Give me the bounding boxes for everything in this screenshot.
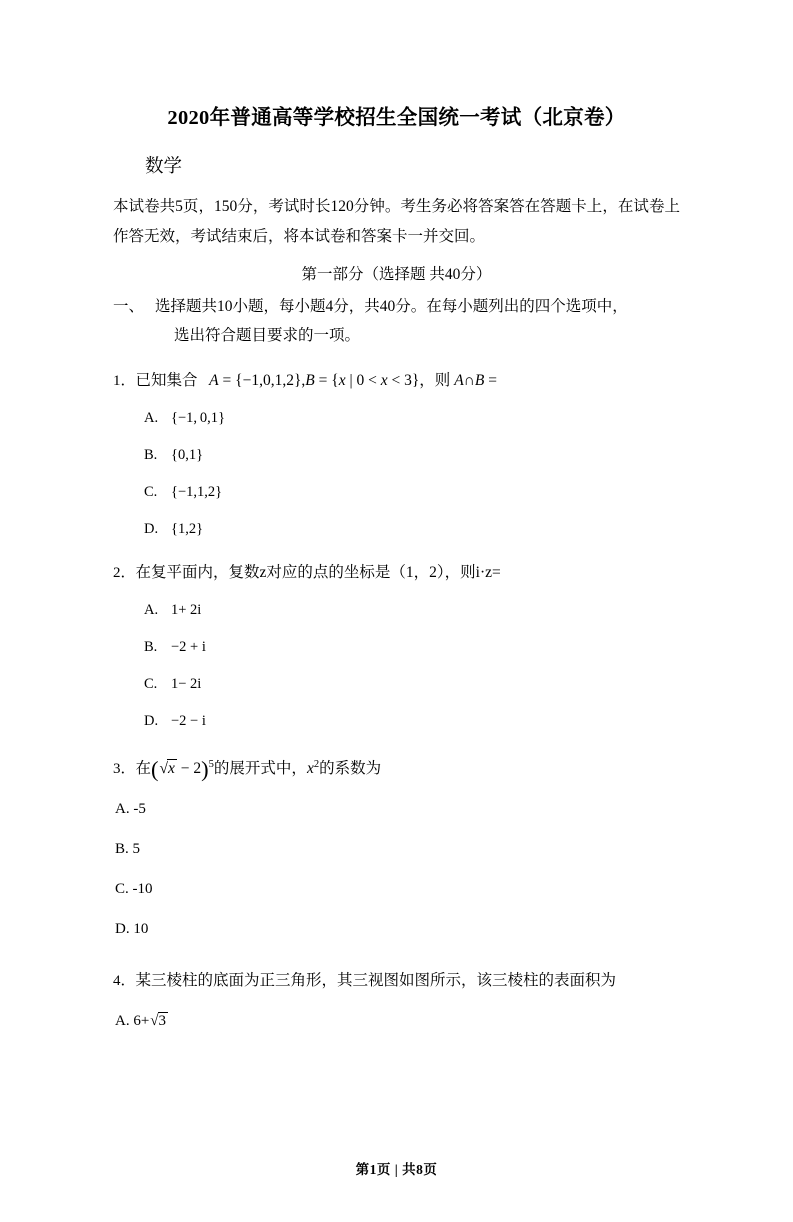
option-1-a-text: {−1, 0,1}	[171, 410, 226, 426]
sqrt-icon: √3	[150, 1013, 167, 1030]
option-2-b-label: B.	[144, 639, 158, 655]
option-1-c[interactable]	[113, 479, 680, 505]
question-4	[113, 968, 680, 1034]
question-1-stem	[136, 368, 680, 394]
question-4-options	[113, 1008, 680, 1034]
question-2-options	[113, 597, 680, 734]
option-2-d-label: D.	[144, 713, 159, 729]
question-4-number: 4．	[113, 973, 136, 990]
option-2-a-label: A.	[144, 602, 159, 618]
question-1-number: 1．	[113, 373, 136, 389]
option-2-c-text: 1− 2i	[171, 676, 202, 692]
exam-page	[0, 100, 793, 1222]
option-1-b-text: {0,1}	[171, 447, 204, 463]
exam-instructions: 本试卷共5页，150分，考试时长120分钟。考生务必将答案答在答题卡上，在试卷上作答无效，考试结束后，将本试卷和答案卡一并交回。	[113, 198, 680, 245]
option-2-a-text: 1+ 2i	[171, 602, 202, 618]
question-2	[113, 560, 680, 734]
question-4-stem: 某三棱柱的底面为正三角形，其三视图如图所示，该三棱柱的表面积为	[135, 972, 617, 990]
option-3-b[interactable]: B. 5	[115, 841, 141, 858]
section-line-1: 选择题共10小题，每小题4分，共40分。在每小题列出的四个选项中，	[155, 298, 628, 315]
option-2-b-text: −2 + i	[171, 639, 206, 655]
option-1-d-label: D.	[144, 521, 159, 537]
section-line-2: 选出符合题目要求的一项。	[174, 327, 361, 344]
page-footer: 第1页 | 共8页	[355, 1162, 438, 1177]
option-2-c[interactable]	[113, 671, 680, 697]
question-3-stem-mid: 的展开式中，	[213, 760, 307, 778]
option-2-a[interactable]	[113, 597, 680, 623]
option-1-b[interactable]	[113, 442, 680, 468]
option-2-d[interactable]	[113, 708, 680, 734]
option-1-a[interactable]	[113, 405, 680, 431]
subject-label: 数学	[145, 157, 183, 177]
option-2-c-label: C.	[144, 676, 158, 692]
option-1-a-label: A.	[144, 410, 159, 426]
question-1	[113, 368, 680, 542]
option-3-c[interactable]: C. -10	[115, 881, 153, 898]
part-heading: 第一部分（选择题 共40分）	[301, 266, 492, 283]
option-1-d[interactable]	[113, 516, 680, 542]
question-3-math: $(√x - 2)^5$	[151, 756, 214, 782]
question-3-options	[113, 796, 680, 942]
question-1-math-2: A∩B =	[454, 372, 497, 389]
section-body	[155, 292, 680, 350]
option-4-a[interactable]: A. 6+√3	[113, 1008, 680, 1034]
question-3-stem-suffix: 的系数为	[319, 760, 382, 778]
question-3	[113, 752, 680, 942]
question-1-options	[113, 405, 680, 542]
option-1-d-text: {1,2}	[171, 521, 204, 537]
section-one	[113, 292, 680, 350]
option-2-b[interactable]	[113, 634, 680, 660]
question-3-stem	[136, 752, 680, 782]
question-2-stem: 在复平面内，复数z对应的点的坐标是（1，2），则i·z=	[135, 564, 501, 581]
option-2-d-text: −2 − i	[171, 713, 206, 729]
question-3-number: 3．	[113, 761, 136, 778]
option-3-d[interactable]: D. 10	[115, 921, 149, 938]
section-number: 一、	[113, 298, 145, 315]
question-3-stem-prefix: 在	[135, 760, 152, 778]
question-3-math-2: $x^2$	[306, 759, 320, 778]
option-1-c-text: {−1,1,2}	[171, 484, 223, 500]
page-title: 2020年普通高等学校招生全国统一考试（北京卷）	[167, 107, 626, 129]
option-3-a[interactable]: A. -5	[115, 801, 146, 818]
question-2-number: 2．	[113, 565, 136, 581]
question-1-stem-prefix: 已知集合	[135, 372, 198, 389]
question-1-math: A = {−1,0,1,2},B = {x | 0 < x < 3}	[201, 372, 420, 389]
option-1-c-label: C.	[144, 484, 158, 500]
question-1-stem-suffix: ，则	[419, 372, 451, 389]
option-1-b-label: B.	[144, 447, 158, 463]
